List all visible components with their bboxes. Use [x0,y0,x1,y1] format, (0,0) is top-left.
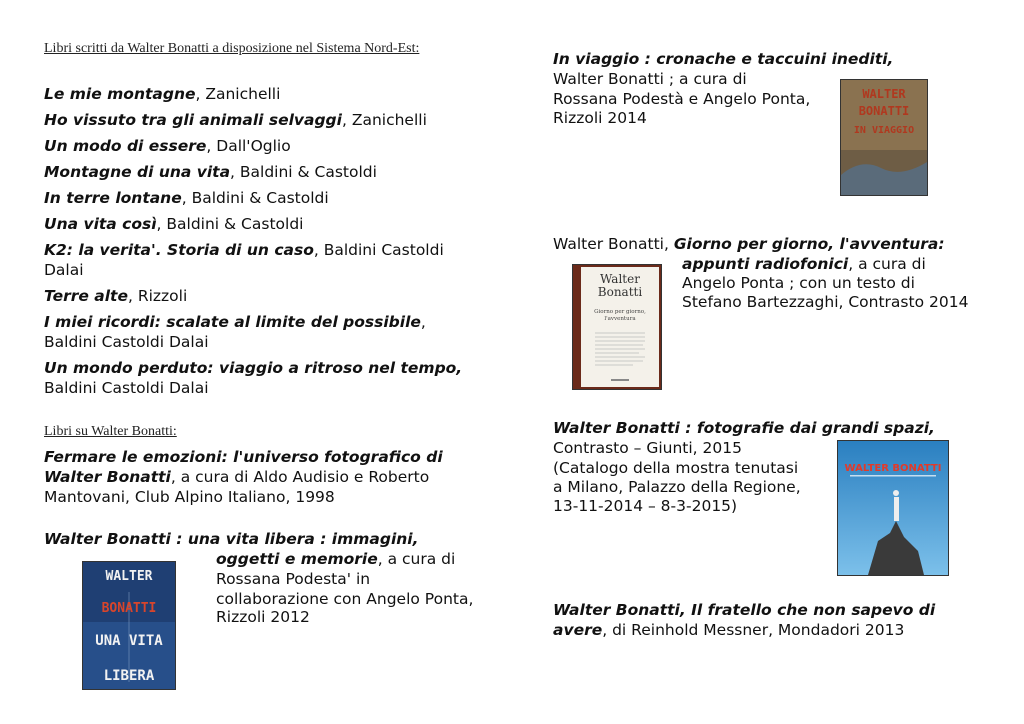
book-publisher: , Baldini & Castoldi [230,163,377,181]
book-title: Un modo di essere [44,137,207,155]
cover-text: WALTER [862,87,906,101]
book-title: oggetti e memorie [216,550,378,568]
book-title-cont [44,467,429,487]
book-credits: Angelo Ponta ; con un testo di [682,274,915,292]
book-credits: Mantovani, Club Alpino Italiano, 1998 [44,488,335,506]
book-title: Walter Bonatti, Il fratello che non sapevo di [553,601,936,619]
cover-text: Walter [600,272,640,286]
cover-text: BONATTI [101,601,157,616]
book-credits: a Milano, Palazzo della Regione, [553,478,801,496]
heading-written-books: Libri scritti da Walter Bonatti a disposizione nel Sistema Nord-Est: [44,41,420,56]
book-entry [44,312,426,332]
book-entry [44,84,280,104]
book-entry [44,136,291,156]
book-author: Walter Bonatti, [553,235,674,253]
cover-text: Giorno per giorno, [594,309,646,315]
book-credits: (Catalogo della mostra tenutasi [553,459,799,477]
book-credits: Rossana Podestà e Angelo Ponta, [553,90,811,108]
cover-text: UNA VITA [95,633,163,649]
book-title: In terre lontane [44,189,182,207]
book-cover-in-viaggio [840,79,928,196]
book-title: appunti radiofonici [682,255,849,273]
book-entry [44,358,462,378]
book-entry [44,240,444,260]
book-title: I miei ricordi: scalate al limite del possibile [44,313,421,331]
book-publisher: , Zanichelli [195,85,281,103]
book-title-line [553,234,945,254]
book-title: In viaggio : cronache e taccuini inediti, [553,50,894,68]
book-title: Ho vissuto tra gli animali selvaggi [44,111,342,129]
book-credits: collaborazione con Angelo Ponta, [216,590,474,608]
book-credits: , a cura di [377,550,456,568]
book-title: Walter Bonatti [44,468,171,486]
book-publisher-cont: Dalai [44,261,84,279]
book-title: K2: la verita'. Storia di un caso [44,241,314,259]
book-entry [44,214,303,234]
book-credits: 13-11-2014 – 8-3-2015) [553,497,738,515]
book-cover-fotografie [837,440,949,576]
heading-about-books: Libri su Walter Bonatti: [44,424,177,439]
book-credits: , di Reinhold Messner, Mondadori 2013 [602,621,905,639]
book-credits: , a cura di Aldo Audisio e Roberto [170,468,430,486]
book-title: Una vita così [44,215,157,233]
book-credits: Rizzoli 2012 [216,608,310,626]
cover-text: BONATTI [858,104,910,118]
cover-text: IN VIAGGIO [853,125,915,136]
cover-text: WALTER [105,569,153,584]
book-title: Terre alte [44,287,128,305]
book-entry [44,188,329,208]
book-title: avere [553,621,603,639]
book-publisher-cont: Baldini Castoldi Dalai [44,333,209,351]
book-publisher: , Baldini Castoldi [313,241,444,259]
book-publisher: , Dall'Oglio [206,137,291,155]
book-credits: , a cura di [848,255,926,273]
book-title-cont [216,549,455,569]
book-publisher: , Baldini & Castoldi [181,189,329,207]
book-credits: Rossana Podesta' in [216,570,371,588]
book-title: Walter Bonatti : una vita libera : immagini, [44,530,419,548]
book-title: Walter Bonatti : fotografie dai grandi spazi, [553,419,935,437]
book-credits: Walter Bonatti ; a cura di [553,70,747,88]
book-publisher-cont: Baldini Castoldi Dalai [44,379,209,397]
cover-text: LIBERA [103,668,155,684]
book-title-cont [553,620,904,640]
book-credits: Rizzoli 2014 [553,109,647,127]
cover-text: WALTER BONATTI [844,463,942,474]
book-cover-una-vita-libera [82,561,176,690]
book-title: Le mie montagne [44,85,196,103]
book-publisher: , Zanichelli [341,111,427,129]
book-title-cont [682,254,926,274]
book-title: Montagne di una vita [44,163,231,181]
book-cover-giorno-per-giorno [572,264,662,390]
book-publisher: , Rizzoli [127,287,188,305]
cover-text: l'avventura [604,316,636,322]
book-publisher: , Baldini & Castoldi [156,215,304,233]
book-entry [44,162,377,182]
book-entry [44,286,187,306]
book-title: Fermare le emozioni: l'universo fotografico di [44,448,443,466]
cover-text: Bonatti [597,285,643,299]
book-credits: Stefano Bartezzaghi, Contrasto 2014 [682,293,969,311]
book-credits: Contrasto – Giunti, 2015 [553,439,742,457]
book-title: Un mondo perduto: viaggio a ritroso nel tempo, [44,359,463,377]
book-entry [44,110,427,130]
book-publisher: , [420,313,426,331]
book-title: Giorno per giorno, l'avventura: [673,235,945,253]
